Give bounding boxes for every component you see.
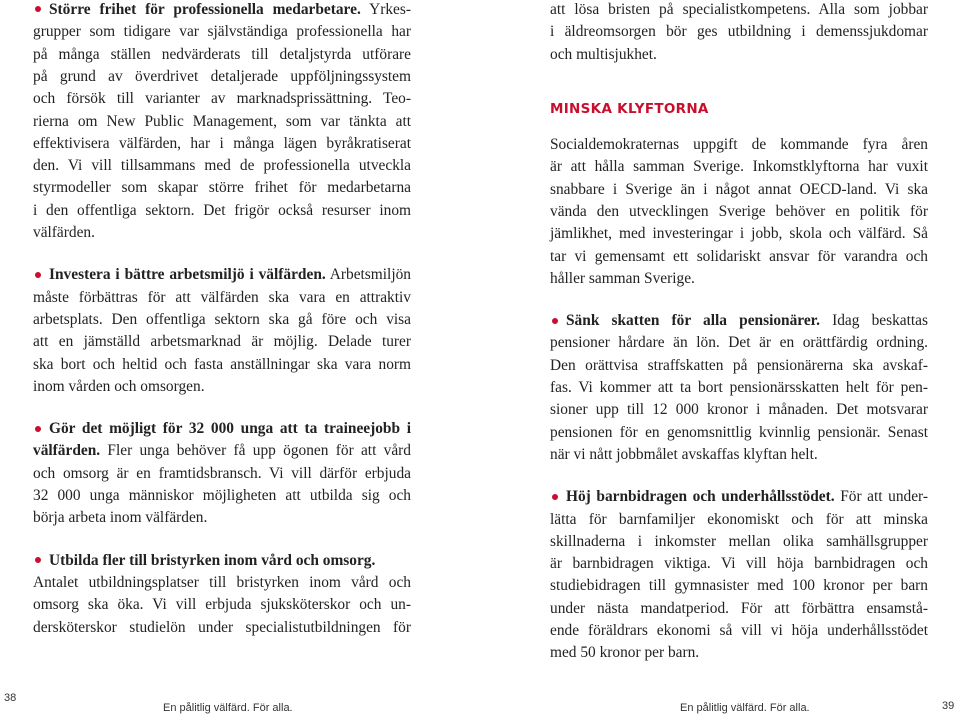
text-line <box>550 21 928 43</box>
body-text: på många ställen nedvärderats till detaljstyrda utförare <box>33 45 411 63</box>
body-text: ende föräldrars ekonomi så vill vi höja underhållsstödet <box>550 622 928 639</box>
bullet-line <box>550 486 928 508</box>
body-text: är barnbidragen viktiga. Vi vill höja barnbidragen och <box>550 555 928 573</box>
body-text: styrmodeller som skapar större frihet för medarbetarna <box>33 179 411 197</box>
left-page-number: 38 <box>4 692 17 704</box>
right-page-number: 39 <box>942 700 955 712</box>
body-text: att lösa bristen på specialistkompetens. Alla som jobbar <box>550 1 928 18</box>
text-line <box>33 66 411 88</box>
body-text: Arbetsmiljön <box>325 266 411 284</box>
text-line <box>550 531 928 553</box>
body-text: måste förbättras för att välfärden ska vara en attraktiv <box>33 288 411 306</box>
body-text: Fler unga behöver få upp ögonen för att vård <box>100 442 411 460</box>
body-text: 32 000 unga människor möjligheten att utbilda sig och <box>33 487 411 504</box>
body-text: ska bort och heltid och fasta anställningar ska vara norm <box>33 355 411 373</box>
text-line <box>33 222 411 244</box>
text-line <box>550 422 928 444</box>
bullet-icon <box>552 494 558 500</box>
text-line <box>33 572 411 594</box>
body-text: och omsorg är en framtidsbransch. Vi vill därför erbjuda <box>33 464 411 482</box>
text-line <box>550 620 928 642</box>
body-text: i äldreomsorgen bör ges utbildning i demenssjukdomar <box>550 23 928 41</box>
bold-text: Investera i bättre arbetsmiljö i välfärden. <box>49 266 326 284</box>
left-footer: En pålitlig välfärd. För alla. <box>163 702 293 714</box>
text-line <box>33 309 411 331</box>
bullet-line <box>33 264 411 286</box>
text-line <box>550 201 928 223</box>
text-line <box>33 331 411 353</box>
body-text: pensionen för en genomsnittlig kvinnlig pensionär. Senast <box>550 423 928 441</box>
text-line <box>550 355 928 377</box>
bullet-icon <box>35 557 41 563</box>
body-text: dersköterskor studielön under specialistutbildningen för <box>33 618 411 636</box>
bullet-line <box>550 310 928 332</box>
text-line <box>550 0 928 21</box>
body-text: rierna om New Public Management, som var tänkta att <box>33 112 411 130</box>
text-line <box>550 179 928 201</box>
body-text: att en jämställd arbetsmarknad är möjlig. Delade turer <box>33 333 411 351</box>
text-line <box>550 332 928 354</box>
body-text: arbetsplats. Den offentliga sektorn ska gå före och visa <box>33 310 411 328</box>
body-text: studiebidragen till gymnasister med 100 kronor per barn <box>550 577 928 595</box>
bold-text: Utbilda fler till bristyrken inom vård och omsorg. <box>49 551 376 569</box>
body-text: med 50 kronor per barn. <box>550 644 700 662</box>
bullet-line <box>33 418 411 440</box>
text-line <box>33 354 411 376</box>
left-page <box>33 0 411 680</box>
body-text: välfärden. <box>33 224 95 241</box>
bullet-line <box>33 0 411 21</box>
body-text: Socialdemokraternas uppgift de kommande fyra åren <box>550 136 928 153</box>
text-line <box>33 21 411 43</box>
bullet-icon <box>552 318 558 324</box>
body-text: snabbare i Sverige än i något annat OECD-land. Vi ska <box>550 180 928 198</box>
bold-text: Höj barnbidragen och underhållsstödet. <box>566 488 835 506</box>
bullet-icon <box>35 272 41 278</box>
text-line <box>33 111 411 133</box>
text-line <box>33 155 411 177</box>
bold-text: Gör det möjligt för 32 000 unga att ta traineejobb i <box>49 420 411 438</box>
right-page <box>550 0 928 680</box>
bullet-line <box>33 550 411 572</box>
text-line <box>550 377 928 399</box>
text-line <box>33 485 411 507</box>
text-line <box>33 440 411 462</box>
section-heading: MINSKA KLYFTORNA <box>550 101 709 117</box>
text-line <box>550 134 928 156</box>
body-text: vända den utvecklingen Sverige behöver en politik för <box>550 202 928 220</box>
body-text: pensioner hårdare än lön. Det är en orättfärdig ordning. <box>550 334 928 352</box>
text-line <box>550 399 928 421</box>
body-text: grupper som tidigare var självständiga professionella har <box>33 23 411 41</box>
text-line <box>33 133 411 155</box>
text-line <box>33 463 411 485</box>
body-text: på grund av överdrivet detaljerade uppföljningssystem <box>33 67 411 85</box>
body-text: skillnaderna i inkomster mellan olika samhällsgrupper <box>550 532 928 550</box>
body-text: håller samman Sverige. <box>550 269 695 287</box>
text-line <box>33 507 411 529</box>
text-line <box>33 594 411 616</box>
body-text: och multisjukhet. <box>550 45 657 63</box>
body-text: Idag beskattas <box>819 312 928 330</box>
body-text: den. Vi vill tillsammans med de professionella utveckla <box>33 157 411 175</box>
text-line <box>33 88 411 110</box>
body-text: fas. Vi kommer att ta bort pensionärsskatten helt för pen- <box>550 379 928 396</box>
body-text: För att under- <box>834 488 928 506</box>
text-line <box>550 156 928 178</box>
body-text: i den offentliga sektorn. Det frigör också resurser inom <box>33 201 411 219</box>
body-text: Den orättvisa straffskatten på pensionärerna ska avskaf- <box>550 356 928 374</box>
body-text: effektivisera välfärden, har i många lägen byråkratiserat <box>33 134 411 152</box>
text-line <box>33 376 411 398</box>
text-line <box>550 642 928 664</box>
body-text: Yrkes- <box>360 1 411 18</box>
text-line <box>550 598 928 620</box>
text-line <box>550 575 928 597</box>
body-text: sioner upp till 12 000 kronor i månaden. Det motsvarar <box>550 401 928 419</box>
text-line <box>550 509 928 531</box>
text-line <box>550 444 928 466</box>
body-text: börja arbeta inom välfärden. <box>33 509 208 527</box>
body-text: inom vården och omsorgen. <box>33 377 205 395</box>
body-text: är att hålla samman Sverige. Inkomstklyftorna har vuxit <box>550 158 928 176</box>
text-line <box>550 246 928 268</box>
text-line <box>33 44 411 66</box>
body-text: när vi nått jobbmålet avskaffas klyftan helt. <box>550 445 818 463</box>
text-line <box>33 617 411 639</box>
bullet-icon <box>35 426 41 432</box>
text-line <box>550 44 928 66</box>
body-text: omsorg ska öka. Vi vill erbjuda sjuksköterskor och un- <box>33 596 411 614</box>
text-line <box>33 177 411 199</box>
text-line <box>550 553 928 575</box>
text-line <box>550 268 928 290</box>
body-text: lätta för barnfamiljer ekonomiskt och för att minska <box>550 510 928 528</box>
text-line <box>550 223 928 245</box>
text-line <box>33 287 411 309</box>
text-line <box>33 200 411 222</box>
bold-text: Större frihet för professionella medarbetare. <box>49 1 361 18</box>
body-text: tar vi gemensamt ett solidariskt ansvar för varandra och <box>550 247 928 265</box>
bold-text: Sänk skatten för alla pensionärer. <box>566 312 820 330</box>
bold-text: välfärden. <box>33 442 101 460</box>
body-text: under nästa mandatperiod. För att förbättra ensamstå- <box>550 599 928 617</box>
body-text: jämlikhet, med investeringar i jobb, skola och välfärd. Så <box>550 225 928 243</box>
body-text: och försök till varianter av marknadsprissättning. Teo- <box>33 90 411 108</box>
right-footer: En pålitlig välfärd. För alla. <box>680 702 810 714</box>
body-text: Antalet utbildningsplatser till bristyrken inom vård och <box>33 573 411 591</box>
bullet-icon <box>35 6 41 12</box>
